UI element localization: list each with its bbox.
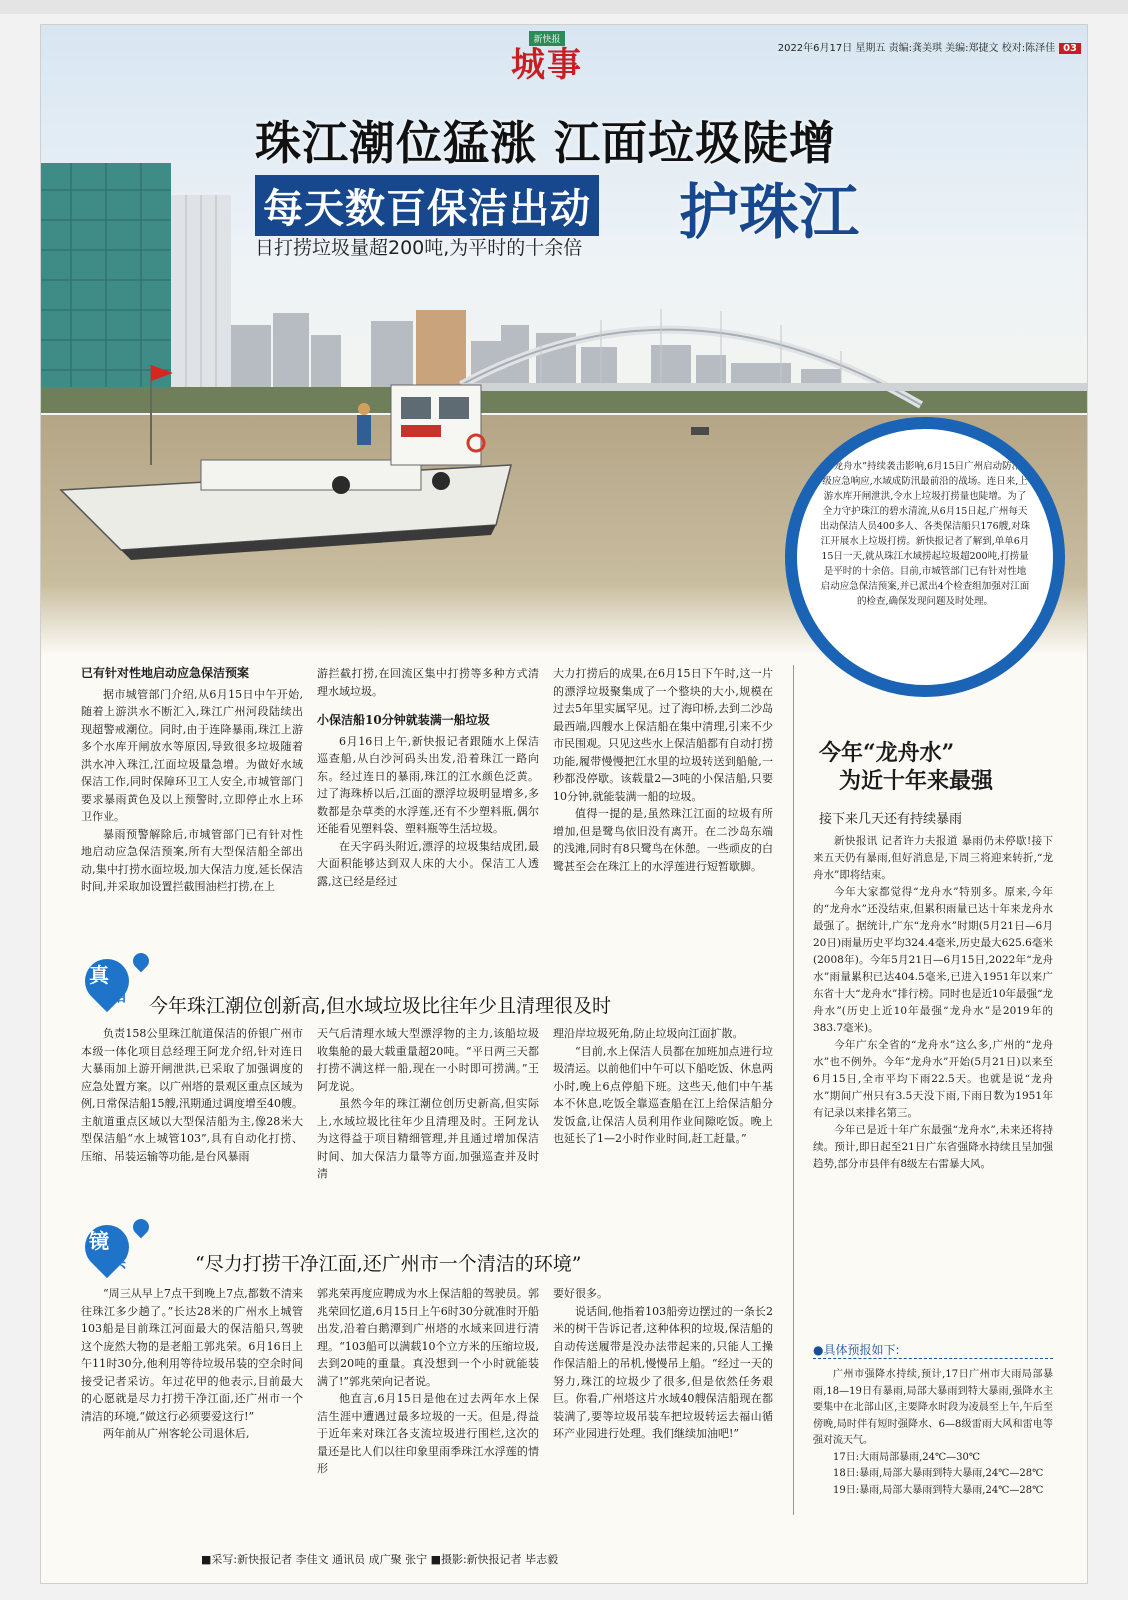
column-divider: [793, 665, 794, 1515]
sidebar-body: [813, 833, 1053, 1333]
article-column-2: [317, 665, 539, 925]
article-paragraph: 据市城管部门介绍,从6月15日中午开始,随着上游洪水不断汇入,珠江广州河段陆续出现超警戒潮位。同时,由于连降暴雨,珠江上游多个水库开闸放水等原因,导致很多垃圾随着洪水冲入珠江,江面垃圾量急增。为做好水域保洁工作,同时保障环卫工人安全,市城管部门要求暴雨黄色及以上预警时,立即停止水上环卫作业。: [81, 687, 303, 823]
sidebar-paragraph: 今年广东全省的“龙舟水”这么多,广州的“龙舟水”也不例外。今年“龙舟水”开始(5月21日)以来至6月15日,全市平均下雨22.5天。也就是说“龙舟水”期间广州只有3.5天没下雨,下雨日数为1951年有记录以来排名第三。: [813, 1039, 1053, 1119]
truth-marker-big: 真: [89, 963, 109, 987]
forecast-day: 17日:大雨局部暴雨,24℃—30℃: [833, 1451, 981, 1463]
truth-column-3: [553, 1025, 773, 1215]
headline-subtitle: 日打捞垃圾量超200吨,为平时的十余倍: [255, 237, 583, 259]
article-subhead-1: 已有针对性地启动应急保洁预案: [81, 666, 250, 680]
masthead: [511, 27, 583, 84]
forecast-body: [813, 1367, 1053, 1537]
distant-boat: [691, 427, 709, 435]
article-paragraph: 游拦截打捞,在回流区集中打捞等多种方式清理水域垃圾。: [317, 667, 539, 698]
sidebar-subtitle: 接下来几天还有持续暴雨: [819, 812, 963, 827]
article-column-3: [553, 665, 773, 925]
lens-column-1: [81, 1285, 303, 1537]
top-bar: [0, 0, 1128, 14]
article-subhead-2: 小保洁船10分钟就装满一船垃圾: [317, 713, 490, 727]
headline-highlight: 每天数百保洁出动: [255, 175, 599, 236]
article-paragraph: “目前,水上保洁人员都在加班加点进行垃圾清运。以前他们中午可以下船吃饭、休息两小时,晚上6点停船下班。这些天,他们中午基本不休息,吃饭全靠巡查船在江上给保洁船分发饭盒,让保洁人员利用作业间隙吃饭。晚上也延长了1—2小时作业时间,赶工赶量。”: [553, 1044, 773, 1145]
lens-heading: “尽力打捞干净江面,还广州市一个清洁的环境”: [195, 1253, 582, 1275]
article-column-1: [81, 663, 303, 925]
truth-column-1: [81, 1025, 303, 1215]
article-paragraph: 他直言,6月15日是他在过去两年水上保洁生涯中遭遇过最多垃圾的一天。但是,得益于近年来对珠江各支流垃圾进行围栏,这次的量还是比人们以往印象里雨季珠江水浮莲的情形: [317, 1392, 539, 1475]
sidebar-paragraph: 新快报讯 记者许力夫报道 暴雨仍未停歇!接下来五天仍有暴雨,但好消息是,下周三将迎来转折,“龙舟水”即将结束。: [813, 835, 1053, 881]
lens-marker-big: 镜: [89, 1229, 109, 1253]
sidebar-paragraph: 今年大家都觉得“龙舟水”特别多。原来,今年的“龙舟水”还没结束,但累积雨量已达十年来龙舟水最强了。据统计,广东“龙舟水”时期(5月21日—6月20日)雨量历史平均324.4毫米,历史最大625.6毫米(2008年)。今年5月21日—6月15日,2022年“龙舟水”雨量累积已达404.5毫米,已进入1951年以来广东省十大“龙舟水”排行榜。同时也是近10年最强“龙舟水”(历史上近10年最强“龙舟水”是2019年的383.7毫米)。: [813, 886, 1053, 1034]
article-paragraph: 郭兆荣再度应聘成为水上保洁船的驾驶员。郭兆荣回忆道,6月15日上午6时30分就准时开船出发,沿着白鹅潭到广州塔的水域来回进行清理。“103船可以满载10个立方米的压缩垃圾,去到20吨的重量。真没想到一个小时就能装满了!”郭兆荣向记者说。: [317, 1287, 539, 1388]
newspaper-page: [40, 24, 1088, 1584]
forecast-heading: ●具体预报如下:: [813, 1343, 900, 1357]
article-paragraph: 值得一提的是,虽然珠江江面的垃圾有所增加,但是鹭鸟依旧没有离开。在二沙岛东端的浅滩,同时有8只鹭鸟在休憩。一些顽皮的白鹭甚至会在珠江上的水浮莲进行短暂歇脚。: [553, 807, 773, 873]
glass-tower: [41, 163, 231, 395]
lens-marker-small: 头: [111, 1253, 127, 1271]
article-paragraph: 理沿岸垃圾死角,防止垃圾向江面扩散。: [553, 1027, 744, 1040]
forecast-paragraph: 广州市强降水持续,预计,17日广州市大雨局部暴雨,18—19日有暴雨,局部大暴雨到特大暴雨,强降水主要集中在北部山区,主要降水时段为凌晨至上午,午后至傍晚,局时伴有短时强降水、6—8级雷雨大风和雷电等强对流天气。: [813, 1369, 1053, 1446]
forecast-day: 18日:暴雨,局部大暴雨到特大暴雨,24℃—28℃: [833, 1468, 1044, 1479]
truth-marker-small: 相: [111, 987, 127, 1005]
article-paragraph: 负责158公里珠江航道保洁的侨银广州市本级一体化项目总经理王阿龙介绍,针对连日大暴雨加上游开闸泄洪,已采取了加强调度的应急处置方案。以广州塔的景观区重点区域为例,日常保洁船15艘,汛期通过调度增至40艘。主航道重点区域以大型保洁船为主,像28米大型保洁船“水上城管103”,具有自动化打捞、压缩、吊装运输等功能,是台风暴雨: [81, 1027, 303, 1163]
sidebar-title: [819, 739, 1069, 795]
headline-main: 珠江潮位猛涨 江面垃圾陡增: [255, 116, 837, 170]
article-paragraph: 说话间,他指着103船旁边摆过的一条长2米的树干告诉记者,这种体积的垃圾,保洁船的自动传送履带是没办法带起来的,只能人工操作保洁船上的吊机,慢慢吊上船。“经过一天的努力,珠江的垃圾少了很多,但是依然任务艰巨。你看,广州塔这片水域40艘保洁船现在都装满了,要等垃圾吊装车把垃圾转运去福山循环产业园进行处理。我们继续加油吧!”: [553, 1304, 773, 1440]
article-paragraph: 虽然今年的珠江潮位创历史新高,但实际上,水域垃圾比往年少且清理及时。王阿龙认为这得益于项目精细管理,并且通过增加保洁时间、加大保洁力量等方面,加强巡查并及时清: [317, 1097, 539, 1180]
article-paragraph: 要好很多。: [553, 1287, 608, 1300]
dateline: [778, 39, 1081, 54]
section-title: 城事: [511, 45, 583, 85]
truth-heading: 今年珠江潮位创新高,但水域垃圾比往年少且清理很及时: [149, 995, 612, 1017]
lead-circle: 受“龙舟水”持续袭击影响,6月15日广州启动防汛二级应急响应,水域成防汛最前沿的战场。连日来,上游水库开闸泄洪,令水上垃圾打捞量也陡增。为了全力守护珠江的碧水清流,从6月15日起,广州每天出动保洁人员400多人、各类保洁船只176艘,对珠江开展水上垃圾打捞。新快报记者了解到,单单6月15日一天,就从珠江水域捞起垃圾超200吨,打捞量是平时的十余倍。目前,市城管部门已有针对性地启动应急保洁预案,并已派出4个检查组加强对江面的检查,确保发现问题及时处理。: [785, 417, 1065, 697]
article-paragraph: 在天字码头附近,漂浮的垃圾集结成团,最大面积能够达到双人床的大小。保洁工人透露,这已经是经过: [317, 839, 539, 888]
forecast-day: 19日:暴雨,局部大暴雨到特大暴雨,24℃—28℃: [833, 1484, 1044, 1496]
truth-column-2: [317, 1025, 539, 1215]
sidebar-title-line2: 为近十年来最强: [839, 768, 994, 794]
byline: ■采写:新快报记者 李佳文 通讯员 成广聚 张宁 ■摄影:新快报记者 毕志毅: [201, 1553, 559, 1566]
lens-column-3: [553, 1285, 773, 1537]
dateline-text: 2022年6月17日 星期五 责编:龚美琪 美编:郑捷文 校对:陈泽佳: [777, 43, 1056, 54]
article-paragraph: 天气后清理水域大型漂浮物的主力,该船垃圾收集舱的最大载重量超20吨。“平日两三天都打捞不满这样一船,现在一小时即可捞满。”王阿龙说。: [317, 1027, 539, 1093]
article-paragraph: 两年前从广州客轮公司退休后,: [103, 1427, 250, 1440]
headline-big: 护珠江: [679, 178, 859, 248]
article-paragraph: 暴雨预警解除后,市城管部门已有针对性地启动应急保洁预案,所有大型保洁船全部出动,集中打捞水面垃圾,加大保洁力度,延长保洁时间,并采取加设置拦截围油栏打捞,在上: [81, 827, 303, 893]
article-paragraph: 6月16日上午,新快报记者跟随水上保洁巡查船,从白沙河码头出发,沿着珠江一路向东。经过连日的暴雨,珠江的江水颜色泛黄。过了海珠桥以后,江面的漂浮垃圾明显增多,多数都是杂草类的水浮莲,还有不少塑料瓶,偶尔还能看见塑料袋、塑料瓶等生活垃圾。: [317, 734, 539, 835]
sidebar-title-line1: 今年“龙舟水”: [819, 740, 955, 766]
masthead-tag: 新快报: [529, 31, 564, 46]
page-number: 03: [1059, 43, 1081, 54]
article-paragraph: 大力打捞后的成果,在6月15日下午时,这一片的漂浮垃圾聚集成了一个整块的大小,规模在过去5年里实属罕见。过了海印桥,去到二沙岛最西端,四艘水上保洁船在集中清理,引来不少市民围观。只见这些水上保洁船都有自动打捞功能,履带慢慢把江水里的垃圾转送到船舱,一秒都没停歇。该载量2—3吨的小保洁船,只要10分钟,就能装满一船的垃圾。: [553, 667, 773, 803]
article-paragraph: “周三从早上7点干到晚上7点,都数不清来往珠江多少趟了。”长达28米的广州水上城管103船是目前珠江河面最大的保洁船只,驾驶这个庞然大物的是老船工郭兆荣。6月16日上午11时30分,他利用等待垃圾吊装的空余时间接受记者采访。年过花甲的他表示,目前最大的心愿就是尽力打捞干净江面,还广州市一个清洁的环境,“做这行必须要爱这行!”: [81, 1287, 303, 1423]
lens-column-2: [317, 1285, 539, 1537]
sidebar-paragraph: 今年已是近十年广东最强“龙舟水”,未来还将持续。预计,即日起至21日广东省强降水持续且呈加强趋势,部分市县伴有8级左右雷暴大风。: [813, 1124, 1053, 1170]
